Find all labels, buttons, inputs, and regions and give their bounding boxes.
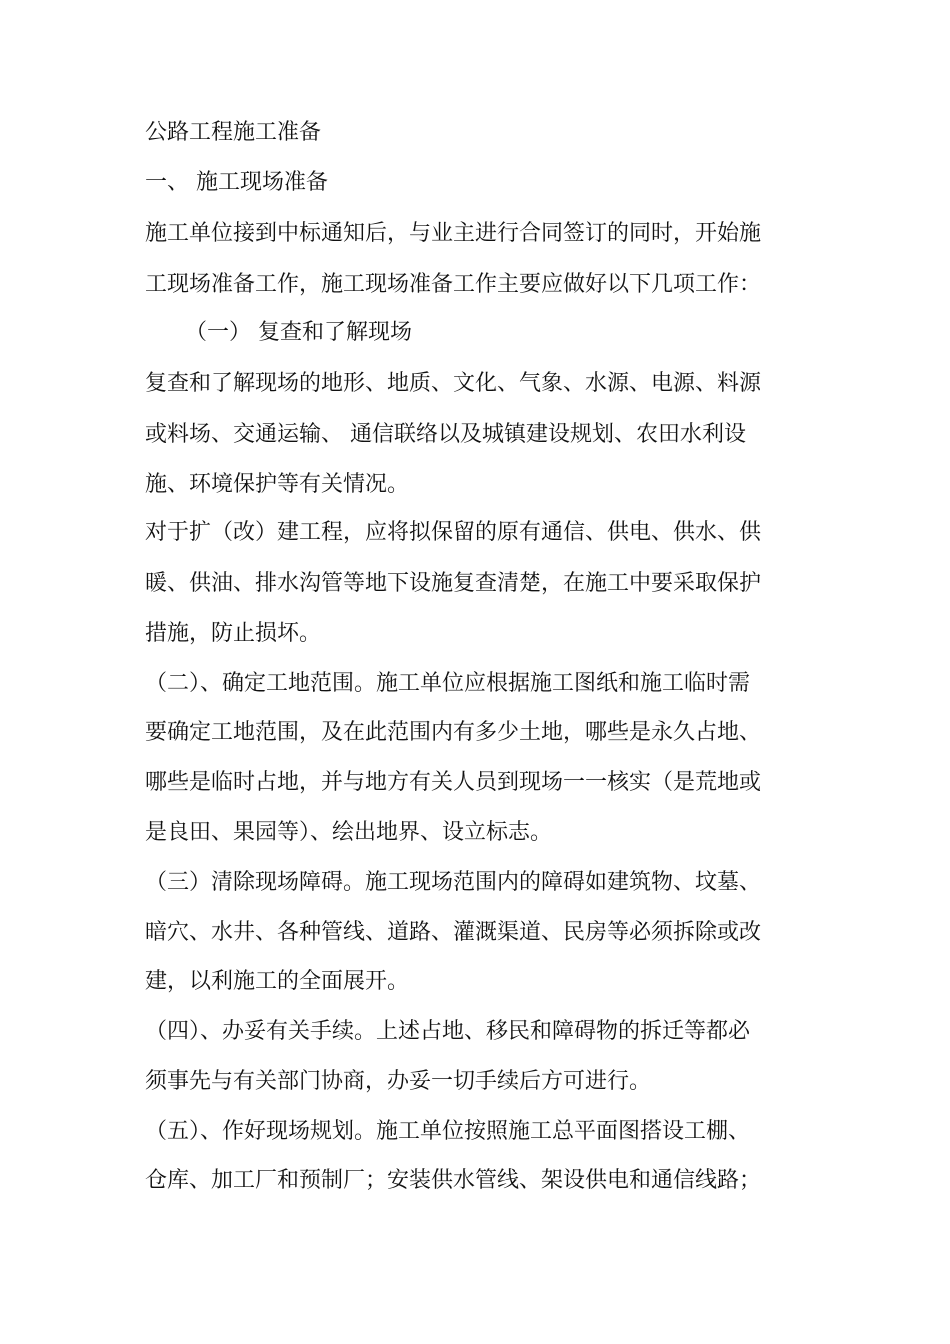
document-title: 公路工程施工准备 (145, 120, 322, 145)
paragraph-line: 对于扩（改）建工程，应将拟保留的原有通信、供电、供水、供 (145, 520, 762, 545)
paragraph-line: 是良田、果园等）、绘出地界、设立标志。 (145, 820, 553, 845)
paragraph-line: 复查和了解现场的地形、地质、文化、气象、水源、电源、料源 (145, 371, 762, 396)
subsection-heading: （一） 复查和了解现场 (185, 320, 412, 345)
paragraph-line: 暖、供油、排水沟管等地下设施复查清楚，在施工中要采取保护 (145, 571, 762, 596)
section-heading: 一、 施工现场准备 (145, 170, 328, 195)
paragraph-line: 建，以利施工的全面展开。 (145, 969, 410, 994)
paragraph-line: 施、环境保护等有关情况。 (145, 472, 410, 497)
paragraph-line: 工现场准备工作，施工现场准备工作主要应做好以下几项工作： (145, 272, 762, 297)
paragraph-line: 仓库、加工厂和预制厂；安装供水管线、架设供电和通信线路； (145, 1168, 762, 1193)
paragraph-line: 措施，防止损坏。 (145, 621, 322, 646)
paragraph-line: （三）清除现场障碍。施工现场范围内的障碍如建筑物、坟墓、 (145, 870, 762, 895)
paragraph-line: （五）、作好现场规划。施工单位按照施工总平面图搭设工棚、 (145, 1119, 751, 1144)
paragraph-line: 施工单位接到中标通知后，与业主进行合同签订的同时，开始施 (145, 221, 762, 246)
paragraph-line: 须事先与有关部门协商，办妥一切手续后方可进行。 (145, 1069, 652, 1094)
paragraph-line: （二）、确定工地范围。施工单位应根据施工图纸和施工临时需 (145, 671, 751, 696)
paragraph-line: 或料场、交通运输、 通信联络以及城镇建设规划、农田水利设 (145, 422, 746, 447)
paragraph-line: 暗穴、水井、各种管线、道路、灌溉渠道、民房等必须拆除或改 (145, 920, 762, 945)
paragraph-line: 哪些是临时占地，并与地方有关人员到现场一一核实（是荒地或 (145, 770, 762, 795)
paragraph-line: （四）、办妥有关手续。上述占地、移民和障碍物的拆迁等都必 (145, 1019, 751, 1044)
paragraph-line: 要确定工地范围，及在此范围内有多少土地，哪些是永久占地、 (145, 720, 762, 745)
